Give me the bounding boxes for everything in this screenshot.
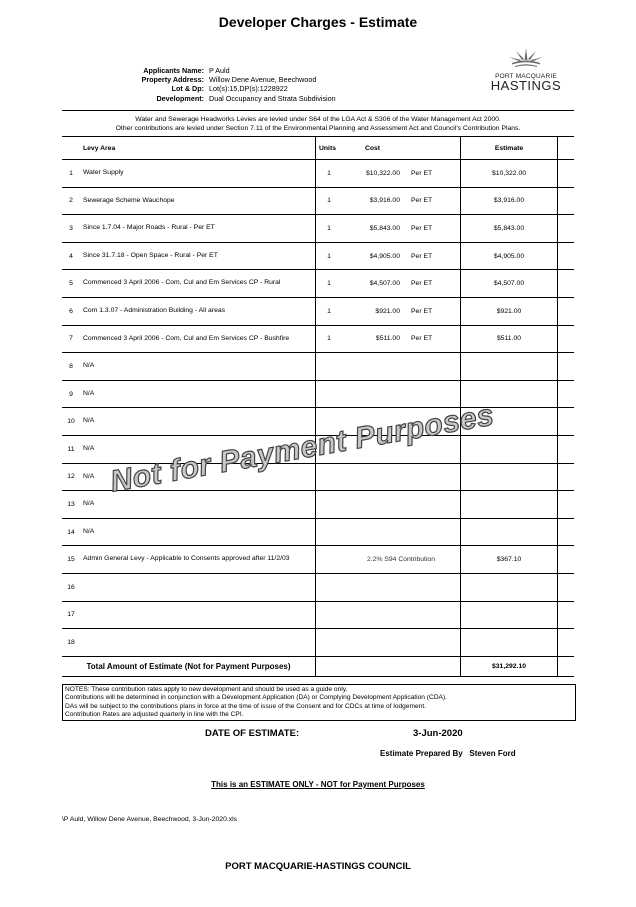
row-per: Per ET — [403, 297, 461, 325]
row-number: 12 — [62, 463, 80, 491]
sunrise-icon — [504, 44, 548, 68]
row-number: 17 — [62, 601, 80, 629]
row-estimate — [461, 491, 558, 519]
row-per: Per ET — [403, 187, 461, 215]
row-per: Per ET — [403, 242, 461, 270]
row-number: 2 — [62, 187, 80, 215]
notes-box — [62, 684, 576, 721]
row-cost — [342, 518, 403, 546]
applicant-name-label: Applicants Name: — [143, 66, 204, 75]
row-levy-area — [80, 629, 316, 657]
row-levy-area: Since 1.7.04 - Major Roads - Rural - Per ET — [80, 215, 316, 243]
date-of-estimate-label: DATE OF ESTIMATE: — [205, 728, 300, 739]
levy-note-line-1: Water and Sewerage Headworks Levies are levied under S64 of the LGA Act & S306 of the Water Management Act 2000. — [135, 116, 501, 123]
council-logo — [486, 44, 566, 92]
row-estimate: $3,916.00 — [461, 187, 558, 215]
row-levy-area: Commenced 3 April 2006 - Com, Cul and Em Services CP - Rural — [80, 270, 316, 298]
table-row — [62, 297, 574, 325]
row-per: Per ET — [403, 215, 461, 243]
row-cost: $5,843.00 — [342, 215, 403, 243]
row-levy-area: N/A — [80, 518, 316, 546]
row-levy-area: Since 31.7.18 - Open Space - Rural - Per ET — [80, 242, 316, 270]
row-levy-area: Commenced 3 April 2006 - Com, Cul and Em Services CP - Bushfire — [80, 325, 316, 353]
row-units — [316, 573, 343, 601]
notes-line-2: Contributions will be determined in conjunction with a Development Application (DA) or Complying Development Application (CDA). — [65, 694, 447, 702]
row-levy-area: N/A — [80, 491, 316, 519]
row-cost: $4,507.00 — [342, 270, 403, 298]
table-row — [62, 325, 574, 353]
row-number: 11 — [62, 435, 80, 463]
notes-line-1: NOTES: These contribution rates apply to new development and should be used as a guide only. — [65, 686, 348, 693]
header-estimate: Estimate — [461, 137, 558, 160]
row-cost: $921.00 — [342, 297, 403, 325]
row-number: 15 — [62, 546, 80, 574]
development-value: Dual Occupancy and Strata Subdivision — [209, 93, 336, 103]
levy-note — [62, 115, 574, 133]
row-number: 9 — [62, 380, 80, 408]
row-per — [403, 629, 461, 657]
property-address-value: Willow Dene Avenue, Beechwood — [209, 75, 317, 85]
row-units: 1 — [316, 242, 343, 270]
row-estimate — [461, 353, 558, 381]
notes-line-3: DAs will be subject to the contributions plans in force at the time of issue of the Consent and for CDCs at time of lodgement. — [65, 702, 427, 710]
row-number: 10 — [62, 408, 80, 436]
row-estimate: $511.00 — [461, 325, 558, 353]
table-row — [62, 573, 574, 601]
lot-dp-label: Lot & Dp: — [171, 84, 204, 94]
row-estimate: $4,905.00 — [461, 242, 558, 270]
row-estimate — [461, 601, 558, 629]
row-units: 1 — [316, 297, 343, 325]
row-cost — [342, 601, 403, 629]
prepared-by: Estimate Prepared By Steven Ford — [380, 749, 516, 758]
row-per — [403, 491, 461, 519]
council-name: PORT MACQUARIE-HASTINGS COUNCIL — [225, 861, 411, 872]
row-number: 6 — [62, 297, 80, 325]
row-levy-area: N/A — [80, 353, 316, 381]
row-estimate — [461, 573, 558, 601]
row-per — [403, 353, 461, 381]
row-units — [316, 491, 343, 519]
row-per — [403, 601, 461, 629]
table-row — [62, 380, 574, 408]
row-units — [316, 629, 343, 657]
table-row — [62, 518, 574, 546]
row-units — [316, 601, 343, 629]
logo-text-port-macquarie: PORT MACQUARIE — [495, 73, 557, 80]
row-units: 1 — [316, 215, 343, 243]
row-per — [403, 463, 461, 491]
table-row — [62, 546, 574, 574]
row-number: 4 — [62, 242, 80, 270]
row-estimate: $5,843.00 — [461, 215, 558, 243]
property-address-label: Property Address: — [141, 75, 204, 85]
row-units — [316, 518, 343, 546]
applicant-labels — [108, 66, 204, 103]
row-levy-area — [80, 601, 316, 629]
divider-top — [62, 110, 574, 111]
row-number: 16 — [62, 573, 80, 601]
header-levy-area: Levy Area — [80, 137, 316, 160]
row-levy-area: N/A — [80, 408, 316, 436]
header-units: Units — [316, 137, 343, 160]
row-cost — [342, 629, 403, 657]
row-units: 1 — [316, 270, 343, 298]
table-row — [62, 187, 574, 215]
row-cost: $10,322.00 — [342, 160, 403, 188]
row-number: 8 — [62, 353, 80, 381]
table-row — [62, 601, 574, 629]
levy-table-body — [62, 160, 574, 657]
row-cost — [342, 463, 403, 491]
table-header-row — [62, 137, 574, 160]
row-units: 1 — [316, 325, 343, 353]
development-label: Development: — [156, 93, 204, 103]
row-levy-area: Com 1.3.07 - Administration Building - All areas — [80, 297, 316, 325]
applicant-name-value: P Auld — [209, 66, 230, 75]
row-contribution: 2.2% S94 Contribution — [342, 546, 461, 574]
table-row — [62, 629, 574, 657]
row-units — [316, 353, 343, 381]
row-per: Per ET — [403, 270, 461, 298]
row-number: 3 — [62, 215, 80, 243]
row-units — [316, 380, 343, 408]
row-cost — [342, 380, 403, 408]
row-levy-area: N/A — [80, 435, 316, 463]
row-per — [403, 380, 461, 408]
total-value: $31,292.10 — [461, 656, 558, 676]
row-estimate: $367.10 — [461, 546, 558, 574]
notes-line-4: Contribution Rates are adjusted quarterly in line with the CPI. — [65, 710, 244, 718]
row-cost: $4,905.00 — [342, 242, 403, 270]
row-levy-area: Admin General Levy - Applicable to Consents approved after 11/2/03 — [80, 546, 316, 574]
row-units: 1 — [316, 160, 343, 188]
row-number: 7 — [62, 325, 80, 353]
row-cost — [342, 573, 403, 601]
row-estimate: $921.00 — [461, 297, 558, 325]
row-estimate — [461, 629, 558, 657]
row-cost: $511.00 — [342, 325, 403, 353]
estimate-only-notice: This is an ESTIMATE ONLY - NOT for Payment Purposes — [211, 780, 425, 789]
row-cost — [342, 353, 403, 381]
row-estimate — [461, 463, 558, 491]
row-levy-area: N/A — [80, 463, 316, 491]
row-levy-area: N/A — [80, 380, 316, 408]
date-of-estimate-value: 3-Jun-2020 — [413, 728, 463, 739]
table-row — [62, 270, 574, 298]
row-levy-area — [80, 573, 316, 601]
applicant-values — [209, 66, 336, 103]
file-name: \P Auld, Willow Dene Avenue, Beechwood, 3-Jun-2020.xls — [62, 816, 238, 823]
row-units: 1 — [316, 187, 343, 215]
header-cost: Cost — [342, 137, 403, 160]
row-estimate: $4,507.00 — [461, 270, 558, 298]
row-levy-area: Sewerage Scheme Wauchope — [80, 187, 316, 215]
not-for-payment-watermark: Not for Payment Purposes — [108, 398, 497, 499]
levy-table — [62, 136, 574, 677]
total-label: Total Amount of Estimate (Not for Payment Purposes) — [62, 656, 316, 676]
document-title: Developer Charges - Estimate — [218, 14, 418, 30]
levy-note-line-2: Other contributions are levied under Section 7.11 of the Environmental Planning and Assessment Act and Council's Contribution Plans. — [115, 125, 521, 132]
table-row — [62, 160, 574, 188]
row-per: Per ET — [403, 325, 461, 353]
row-number: 13 — [62, 491, 80, 519]
total-row — [62, 656, 574, 676]
table-row — [62, 215, 574, 243]
row-per — [403, 573, 461, 601]
row-number: 18 — [62, 629, 80, 657]
row-estimate: $10,322.00 — [461, 160, 558, 188]
row-per — [403, 518, 461, 546]
row-levy-area: Water Supply — [80, 160, 316, 188]
row-number: 14 — [62, 518, 80, 546]
logo-text-hastings: HASTINGS — [490, 78, 562, 93]
row-estimate — [461, 435, 558, 463]
row-number: 5 — [62, 270, 80, 298]
row-cost: $3,916.00 — [342, 187, 403, 215]
row-cost — [342, 491, 403, 519]
row-units — [316, 463, 343, 491]
table-row — [62, 242, 574, 270]
row-estimate — [461, 518, 558, 546]
table-row — [62, 353, 574, 381]
row-number: 1 — [62, 160, 80, 188]
row-per: Per ET — [403, 160, 461, 188]
lot-dp-value: Lot(s):15,DP(s):1228922 — [209, 84, 288, 94]
